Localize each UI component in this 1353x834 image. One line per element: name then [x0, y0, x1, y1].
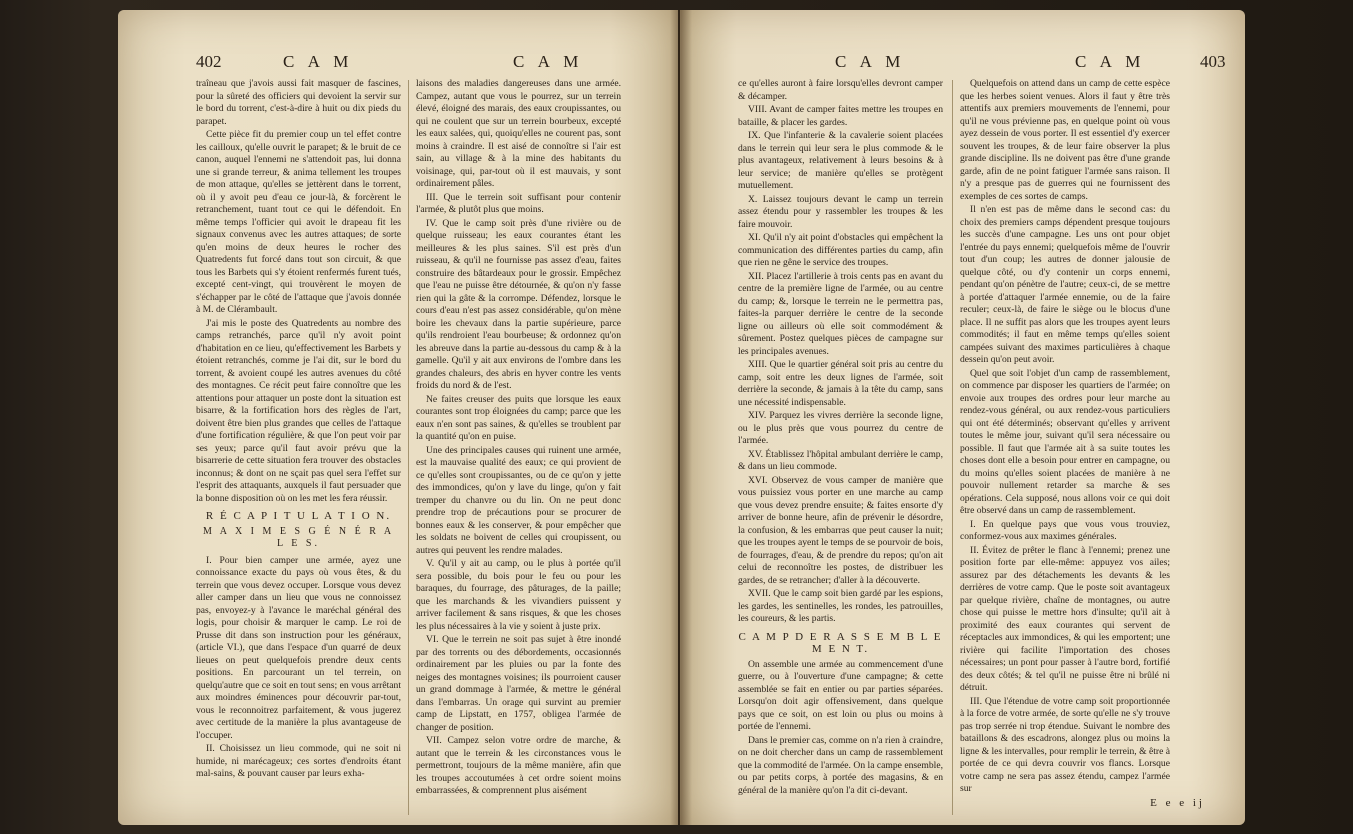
paragraph: Dans le premier cas, comme on n'a rien à craindre, on ne doit chercher dans un camp de rassemblement que la commodité de l'armée. On la campe ensemble, ou par petits corps, à portée des magasins, & en général de la manière qu'on l'a dit ci-devant. [738, 734, 943, 796]
paragraph: II. Évitez de prêter le flanc à l'ennemi; prenez une position forte par elle-même: appuyez vos ailes; assurez par des détachements les devants & les derrières de votre camp. Que le poste soit avantageux par quelque rivière, chaîne de montagnes, ou autre chose qui puisse le mettre hors d'insulte; qu'il ait à proximité des eaux courantes qui servent de réceptacles aux immondices, & qui les emportent; une rivière qui facilite l'importation des choses nécessaires; un pont pour passer à l'autre bord, fortifié des deux côtés; & tel qu'il ne puisse être ni brûlé ni détruit. [960, 544, 1170, 693]
paragraph: Il n'en est pas de même dans le second cas: du choix des premiers camps dépendent presque toujours les succès d'une campagne. Les uns ont pour objet l'entrée du pays ennemi; quelquefois même de l'ouvrir tout d'un coup; les autres de donner jalousie de quelque côté, ou d'y contenir un corps ennemi, pendant qu'on pénètre de l'autre; ceux-ci, de se mettre à portée d'attaquer l'armée ennemie, ou de la faire reculer; ceux-là, de faire le siège ou le blocus d'une place. Il ne suffit pas alors que les troupes ayent leurs commodités; il faut en même temps qu'elles soient campées suivant des maximes particulières à chaque dessein qu'on peut avoir. [960, 204, 1170, 365]
paragraph: III. Que le terrein soit suffisant pour contenir l'armée, & plutôt plus que moins. [416, 191, 621, 215]
running-head: C A M [283, 52, 354, 71]
paragraph: X. Laissez toujours devant le camp un terrein assez étendu pour y rassembler les troupes & les faire mouvoir. [738, 193, 943, 230]
left-page [118, 10, 678, 825]
text-column-right [416, 78, 621, 818]
text-column-left [738, 78, 943, 818]
signature-mark: E e e ij [1150, 797, 1205, 809]
paragraph: IV. Que le camp soit près d'une rivière ou de quelque ruisseau; les eaux courantes étant les meilleures & les plus saines. S'il est près d'un ruisseau, & qu'il ne fournisse pas assez d'eau, faites construire des bâtardeaux pour le grossir. Empêchez que l'eau ne puisse être détournée, & qu'on n'y fasse rien qui la gâte & la corrompe. Défendez, lorsque le cours d'eau n'est pas assez considérable, qu'on mène boire les chevaux dans la partie supérieure, parce qu'ils rendroient l'eau bourbeuse; & ordonnez qu'on les abreuve dans la partie au-dessous du camp & à la gamelle. Qu'il y ait aux environs de l'ombre dans les grandes chaleurs, des abris en hyver contre les vents froids du nord & de l'est. [416, 217, 621, 391]
paragraph: VI. Que le terrein ne soit pas sujet à être inondé par des torrents ou des débordements, occasionnés ordinairement par les pluies ou par la fonte des neiges des montagnes voisines; ils pourroient causer un grand dommage à l'armée, & mettre le général dans l'embarras. Un orage qui survint au premier camp de Lipstatt, en 1757, obligea l'armée de changer de position. [416, 634, 621, 733]
page-number: 403 [1200, 52, 1226, 71]
column-divider [408, 80, 409, 815]
text-column-left [196, 78, 401, 818]
paragraph: Ne faites creuser des puits que lorsque les eaux courantes sont trop éloignées du camp; parce que les eaux n'en sont pas saines, & qu'elles se troublent par la quantité qu'on en puise. [416, 393, 621, 442]
paragraph: XV. Établissez l'hôpital ambulant derrière le camp, & dans un lieu commode. [738, 448, 943, 472]
paragraph: XIV. Parquez les vivres derrière la seconde ligne, ou le plus près que vous pourrez du centre de l'armée. [738, 410, 943, 446]
paragraph: Quel que soit l'objet d'un camp de rassemblement, on commence par disposer les quartiers de l'armée; on envoie aux troupes des ordres pour leur marche au rendez-vous général, ou aux rendez-vous particuliers qui ont été déterminés; observant qu'elles y arrivent toutes le même jour, suivant qu'il sera nécessaire ou possible. Il faut que l'armée ait à sa suite toutes les choses dont elle a besoin pour entrer en campagne, ou du moins qu'elles soient placées de manière à ne pouvoir nullement retarder sa marche & ses opérations. Cela supposé, nous allons voir ce qui doit être observé dans un camp de rassemblement. [960, 367, 1170, 516]
paragraph: VII. Campez selon votre ordre de marche, & autant que le terrein & les circonstances vous le permettront, toujours de la même manière, afin que les troupes accoutumées à cet ordre soient moins embarrassées, & comprennent plus aisément [416, 735, 621, 796]
book-gutter [670, 10, 692, 825]
paragraph: VIII. Avant de camper faites mettre les troupes en bataille, & placer les gardes. [738, 104, 943, 128]
paragraph: laisons des maladies dangereuses dans une armée. Campez, autant que vous le pourrez, sur un terrein élevé, éloigné des marais, des eaux croupissantes, ou qui ne coulent que sur un terrein bourbeux, excepté les eaux salées, qui, quoiqu'elles ne courent pas, sont moins à craindre. Il est aisé de connoître si l'air est sain, au village & à la mine des habitants du voisinage, qui, par-tout où il est mauvais, y sont ordinairement pâles. [416, 78, 621, 189]
paragraph: XII. Placez l'artillerie à trois cents pas en avant du centre de la première ligne de l'armée, ou au centre du camp; &, lorsque le terrein ne le permettra pas, faites-la parquer derrière le centre de la seconde ligne ou ailleurs où elle soit commodément & sûrement. Postez quelques pièces de campagne sur les principales avenues. [738, 270, 943, 357]
paragraph: Quelquefois on attend dans un camp de cette espèce que les herbes soient venues. Alors il faut y être très attentifs aux premiers mouvements de l'ennemi, pour qu'il ne vous prévienne pas, en quelque point où vous ayez dessein de vous porter. Il est essentiel d'y exercer souvent les troupes, & de leur faire observer la plus grande discipline. Ils ne doivent pas être d'une grande garde, afin de ne point fatiguer l'armée sans raison. Il n'y a presque pas de guerres qui ne fournissent des exemples de ces sortes de camps. [960, 78, 1170, 202]
paragraph: J'ai mis le poste des Quatredents au nombre des camps retranchés, parce qu'il n'y avoit point d'habitation en ce lieu, qu'effectivement les Barbets y étoient retranchés, comme je l'ai dit, sur le bord du torrent, & avoient coupé les autres avenues du côté des montagnes. Ce récit peut faire connoître que les attentions pour attaquer un poste dont la situation est bisarre, & la fortification hors des règles de l'art, doivent être bien plus grandes que celles de l'attaque d'une fortification régulière, & que l'on peut voir par ses yeux; parce qu'il faut avoir prévu que la bisarrerie de cette situation fera trouver des obstacles inconnus; & dont on ne sçait pas quel sera l'effet sur l'esprit des attaquants, auxquels il faut persuader que la bonne disposition où on les met les fera réussir. [196, 317, 401, 504]
subsection-heading: M A X I M E S G É N É R A L E S. [202, 525, 395, 549]
paragraph: IX. Que l'infanterie & la cavalerie soient placées dans le terrein qui leur sera le plus commode & le plus avantageux, relativement à leurs besoins & à leur service; de manière qu'elles se protègent mutuellement. [738, 130, 943, 191]
right-page [680, 10, 1245, 825]
page-number: 402 [196, 52, 222, 71]
paragraph: I. En quelque pays que vous vous trouviez, conformez-vous aux maximes générales. [960, 518, 1170, 542]
paragraph: II. Choisissez un lieu commode, qui ne soit ni humide, ni marécageux; ces sortes d'endroits étant mal-sains, & pouvant causer par leurs exha- [196, 743, 401, 779]
paragraph: XVII. Que le camp soit bien gardé par les espions, les gardes, les sentinelles, les rondes, les patrouilles, les coureurs, & les partis. [738, 588, 943, 624]
paragraph: III. Que l'étendue de votre camp soit proportionnée à la force de votre armée, de sorte qu'elle ne s'y trouve pas trop serrée ni trop étendue. Suivant le nombre des bataillons & des escadrons, alongez plus ou moins la ligne & les intervalles, pour remplir le terrein, & être à portée de ce qui devra couvrir vos flancs. Lorsque votre camp ne sera pas assez étendu, campez l'armée sur [960, 695, 1170, 794]
paragraph: XVI. Observez de vous camper de manière que vous puissiez vous porter en une marche au camp que vous devez prendre ensuite; & faites ensorte d'y arriver de bonne heure, afin de prévenir le désordre, la confusion, & les embarras que peut causer la nuit; que les troupes ayent le temps de se pourvoir de bois, de fourrages, d'eau, & de prendre du repos; qu'on ait celui de reconnoître les postes, de distribuer les gardes, de se retrancher; d'aller à la découverte. [738, 474, 943, 586]
section-heading: R É C A P I T U L A T I O N. [205, 510, 392, 522]
paragraph: V. Qu'il y ait au camp, ou le plus à portée qu'il sera possible, du bois pour le feu ou pour les baraques, du fourrage, des pâturages, de la paille; que les marchands & les vivandiers puissent y arriver facilement & sans risques, & que les choses les plus nécessaires à la vie y soient à juste prix. [416, 558, 621, 632]
column-divider [952, 80, 953, 815]
section-heading: C A M P D E R A S S E M B L E M E N T. [738, 630, 943, 655]
paragraph: ce qu'elles auront à faire lorsqu'elles devront camper & décamper. [738, 78, 943, 102]
running-head: C A M [1075, 52, 1146, 71]
paragraph: XIII. Que le quartier général soit pris au centre du camp, soit entre les deux lignes de l'armée, soit derrière la seconde, & jamais à la tête du camp, sans une nécessité indispensable. [738, 359, 943, 408]
paragraph: On assemble une armée au commencement d'une guerre, ou à l'ouverture d'une campagne; & cette assemblée se fait en entier ou par parties séparées. Lorsqu'on doit agir offensivement, dans quelque pays que ce soit, on est loin ou plus ou moins à portée de l'ennemi. [738, 658, 943, 732]
text-column-right [960, 78, 1170, 818]
paragraph: I. Pour bien camper une armée, ayez une connoissance exacte du pays où vous êtes, & du terrein que vous devez occuper. Lorsque vous devez aller camper dans un lieu que vous ne connoissez pas, envoyez-y à l'avance le maréchal général des logis, pour choisir & marquer le camp. Le roi de Prusse dit dans son instruction pour les généraux, (article VI.), que dans l'espace d'un quarré de deux lieues on peut quelquefois prendre deux cents positions. En parcourant un tel terrein, on quelqu'autre que ce soit en tout sens; en vous arrêtant aux moindres éminences pour découvrir par-tout, vous le reconnoitrez parfaitement, & vous jugerez avec certitude de la manière la plus avantageuse de l'occuper. [196, 554, 401, 741]
running-head: C A M [835, 52, 906, 71]
paragraph: traîneau que j'avois aussi fait masquer de fascines, pour la sûreté des officiers qui devoient la servir sur le bord du torrent, c'est-à-dire à huit ou dix pieds du parapet. [196, 78, 401, 127]
paragraph: Cette pièce fit du premier coup un tel effet contre les cailloux, qu'elle ouvrit le parapet; & le bruit de ce canon, auquel l'ennemi ne s'attendoit pas, lui donna une si grande terreur, & anima tellement les troupes de mon attaque, qu'elles se jettèrent dans le torrent, où il y avoit peu d'eau ce jour-là, & forcèrent le retranchement, tuant tout ce qui le défendoit. En même temps l'officier qui avoit le drapeau fit les signaux convenus avec les autres attaques; de sorte qu'en moins de deux heures le rocher des Quatredents fut forcé dans tout son circuit, & que tous les Barbets qui s'y étoient renfermés furent tués, excepté cent-vingt, qui trouvèrent le moyen de s'échapper par le côté de l'attaque que j'avois donnée à M. de Clérambault. [196, 129, 401, 315]
paragraph: Une des principales causes qui ruinent une armée, est la mauvaise qualité des eaux; ce qui provient de ce qu'elles sont croupissantes, ou de ce qu'on y jette des immondices, qu'on y lave du linge, qu'on y fait tremper du chanvre ou du lin. On ne peut donc prendre trop de précautions pour se procurer de bonnes eaux & les conserver, & pour empêcher que les soldats ne boivent de celles qui croupissent, ou autres qui peuvent les rendre malades. [416, 444, 621, 556]
paragraph: XI. Qu'il n'y ait point d'obstacles qui empêchent la communication des différentes parties du camp, afin que rien ne gêne le service des troupes. [738, 232, 943, 268]
running-head: C A M [513, 52, 584, 71]
